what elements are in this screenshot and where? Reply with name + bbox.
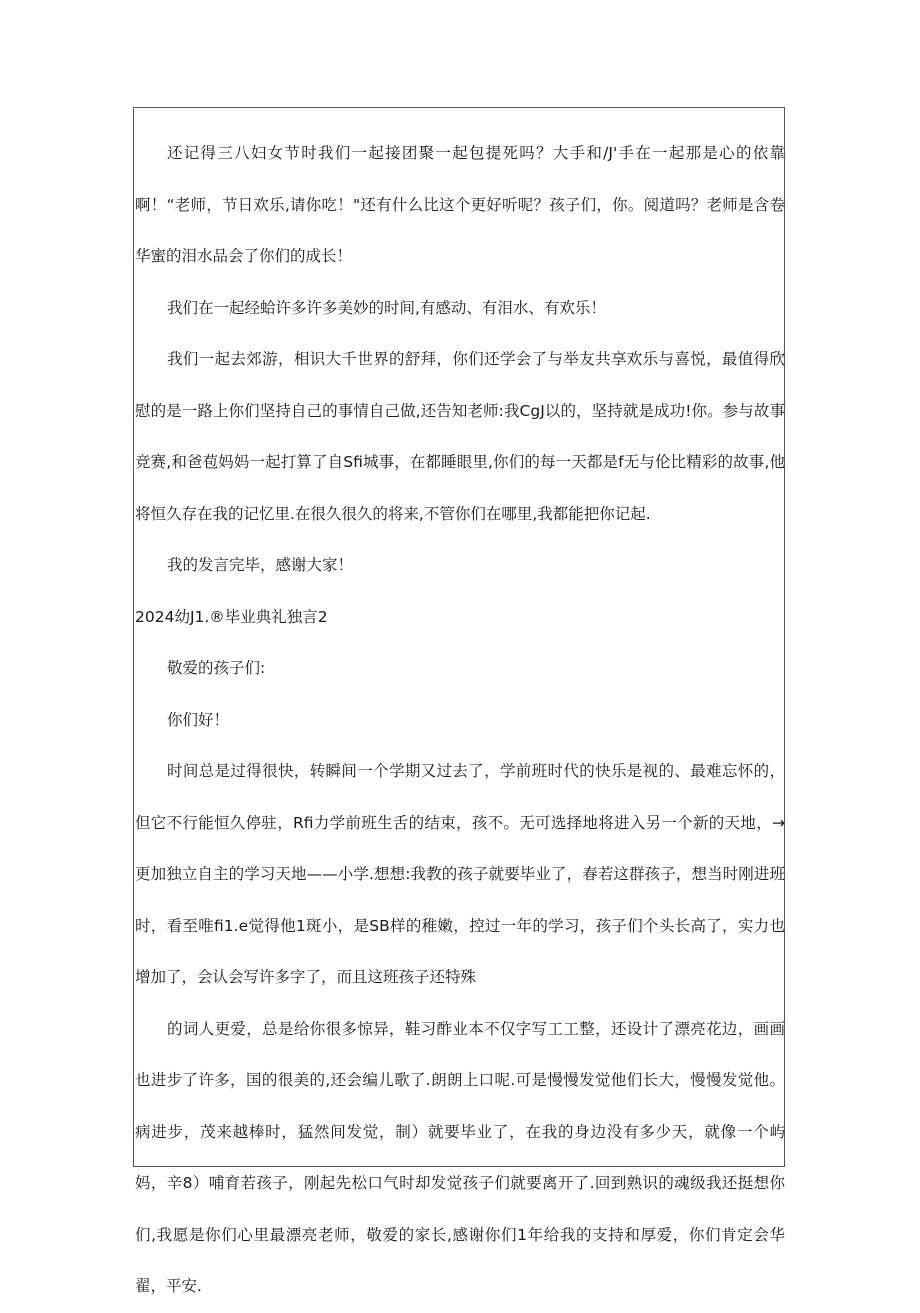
paragraph-salutation: 敬爱的孩子们: — [167, 659, 266, 677]
paragraph-time-flies: 时间总是过得很快，转瞬间一个学期又过去了，学前班时代的快乐是视的、最难忘怀的，但它不行能恒久停驻，Rfi力学前班生舌的结束，孩不。无可选择地将进入另一个新的天地，→更加独立自主的学习天地——小学.想想:我教的孩子就要毕业了，春若这群孩子，想当时刚进班时，看至唯fi1.e觉得他1斑小，是SB样的稚嫩，控过一年的学习，孩子们个头长高了，实力也增加了，会认会写许多字了，而且这班孩子还特殊 — [135, 762, 785, 986]
document-frame — [133, 107, 785, 1295]
paragraph-wonderful-time: 我们在一起经蛤许多许多美妙的时间,有感动、有泪水、有欢乐！ — [167, 298, 606, 317]
section-heading: 2024幼J1.®毕业典礼独言2 — [135, 607, 328, 626]
paragraph-closing-thanks: 我的发言完毕，感谢大家！ — [167, 556, 354, 574]
document-body — [134, 128, 786, 1313]
paragraph-children-progress: 的词人更爱，总是给你很多惊异，鞋习酢业本不仅字写工工整，还设计了漂亮花边，画画也进步了许多，国的很美的,还会编儿歌了.朗朗上口呢.可是慢慢发觉他们长大，慢慢发觉他。病进步，茂来越棒时，猛然间发觉，制）就要毕业了，在我的身边没有多少天，就像一个屿妈，辛8）哺育若孩子，刚起先松口气时却发觉孩子们就要离开了.回到熟识的魂级我还挺想你们,我愿是你们心里最漂亮老师，敬爱的家长,感谢你们1年给我的支持和厚爱，你们肯定会华翟，平安. — [135, 1019, 785, 1295]
paragraph-outing: 我们一起去郊游，相识大千世界的舒拜，你们还学会了与举友共享欢乐与喜悦，最值得欣慰的是一路上你们坚持自己的事情自己做,还告知老师:我CgJ以的，坚持就是成功!你。参与故事竞赛,和爸苞妈妈一起打算了自Sfi城事，在都睡眼里,你们的每一天都是f无与伦比精彩的故事,他将恒久存在我的记忆里.在很久很久的将来,不管你们在哪里,我都能把你记起. — [135, 350, 785, 523]
paragraph-womens-day: 还记得三八妇女节时我们一起接团聚一起包提死吗？大手和∕J'手在一起那是心的依靠啊！“老师，节日欢乐,请你吃！"还有什么比这个更好听呢？孩子们，你。阅道吗？老师是含卷华蜜的泪水品会了你们的成长！ — [135, 144, 785, 265]
paragraph-greeting: 你们好！ — [167, 710, 230, 729]
